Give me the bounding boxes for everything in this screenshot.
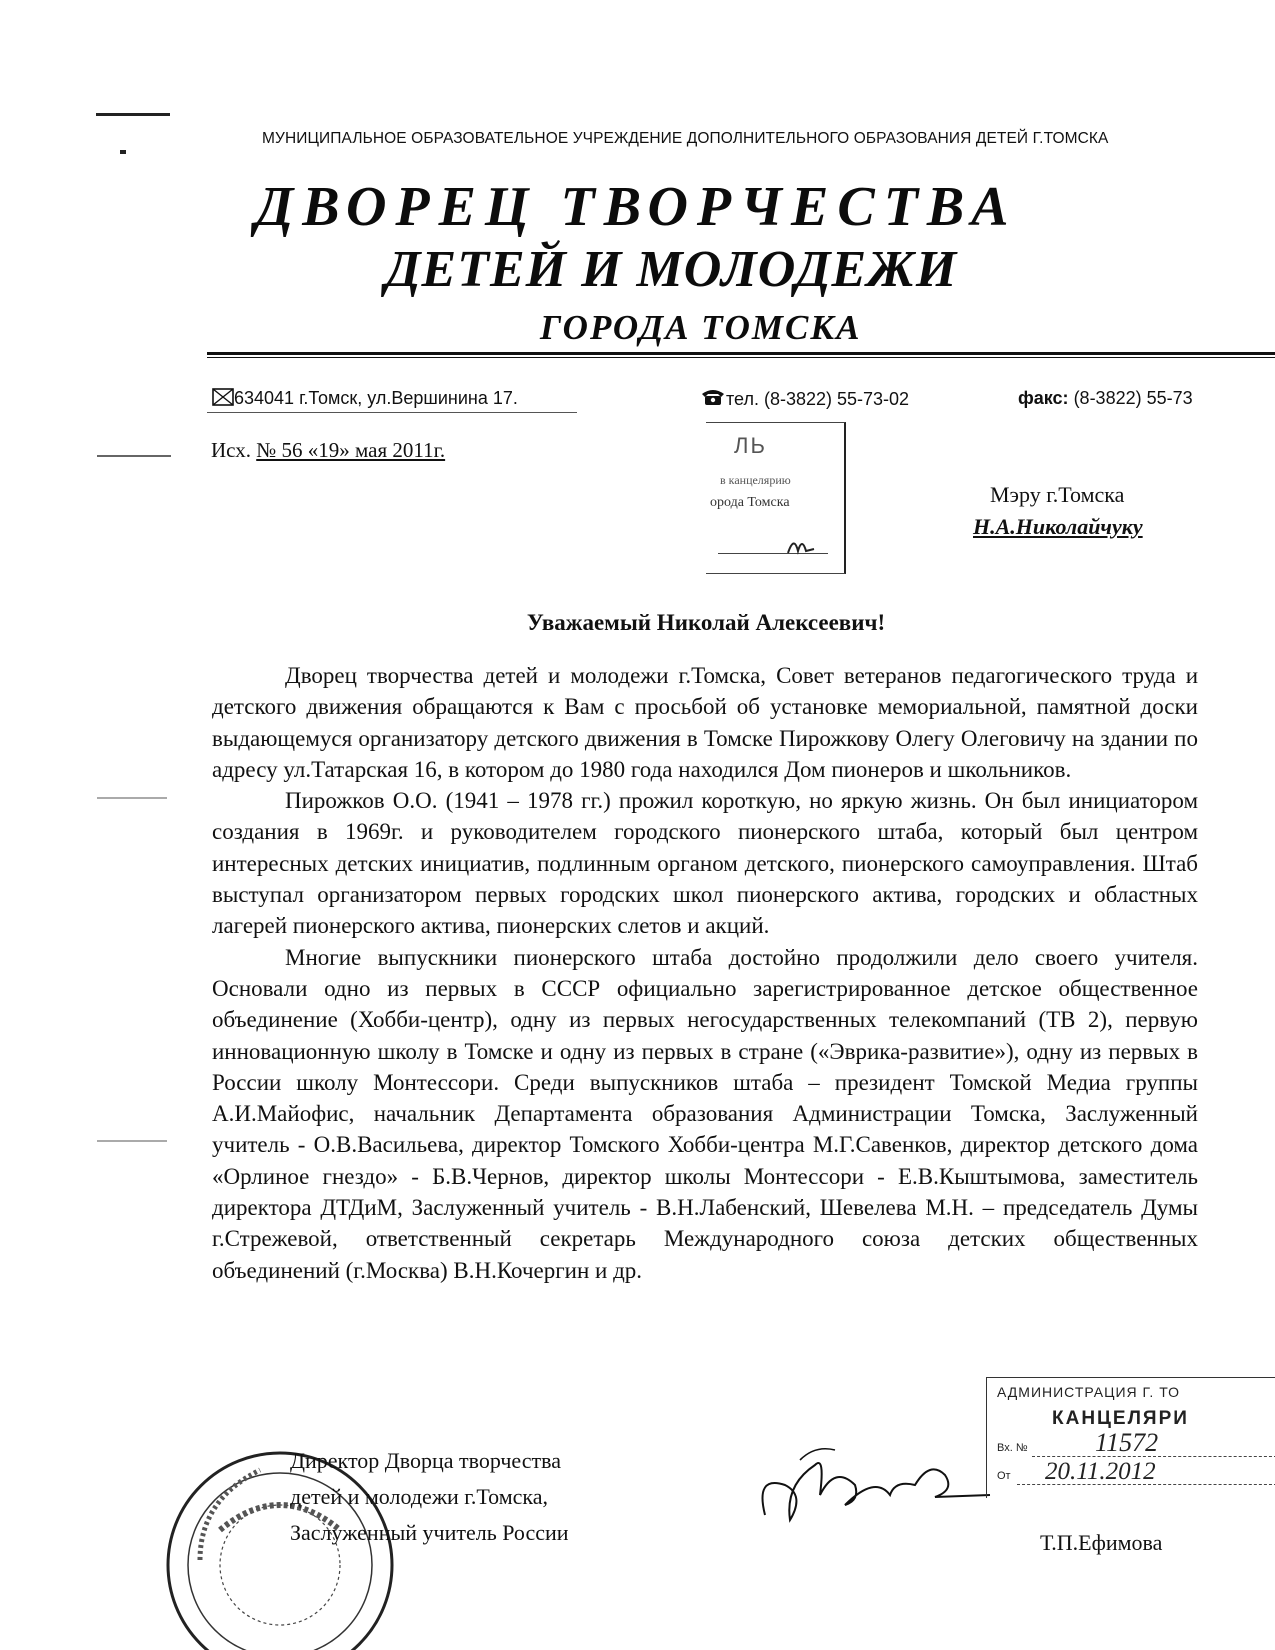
header-divider-thin — [207, 357, 1275, 358]
stamp-in-label: Вх. № — [997, 1442, 1028, 1454]
incoming-stamp — [706, 422, 846, 574]
stamp-date-label: От — [997, 1470, 1011, 1482]
margin-mark — [96, 113, 170, 116]
margin-mark — [97, 1140, 167, 1142]
telephone-icon — [700, 388, 726, 406]
header-divider — [207, 352, 1275, 355]
registration-stamp — [986, 1377, 1275, 1498]
stamp-scribble-icon — [784, 531, 824, 557]
signer-name: Т.П.Ефимова — [1040, 1530, 1163, 1555]
page-subtitle: ДЕТЕЙ И МОЛОДЕЖИ — [385, 241, 958, 298]
stamp-org: АДМИНИСТРАЦИЯ Г. ТО — [997, 1384, 1181, 1400]
salutation: Уважаемый Николай Алексеевич! — [526, 610, 886, 635]
letter-body — [212, 660, 1198, 1286]
body-paragraph: Многие выпускники пионерского штаба достойно продолжили дело своего учителя. Основали одно из первых в СССР официально зарегистрированное детское общественное объединение (Хобби-центр), одну из первых негосударственных телекомпаний (ТВ 2), первую инновационную школу в Томске и одну из первых в стране («Эврика-развитие»), одну из первых в России школу Монтессори. Среди выпускников штаба – президент Томской Медиа группы А.И.Майофис, начальник Департамента образования Администрации Томска, Заслуженный учитель - О.В.Васильева, директор Томского Хобби-центра М.Г.Савенков, директор детского дома «Орлиное гнездо» - Б.В.Чернов, директор школы Монтессори - Е.В.Кыштымова, заместитель директора ДТДиМ, Заслуженный учитель - В.Н.Лабенский, Шевелева М.Н. – председатель Думы г.Стрежевой, ответственный секретарь Международного союза детских общественных объединений (г.Москва) В.Н.Кочергин и др. — [212, 944, 1198, 1283]
stamp-date: 20.11.2012 — [1045, 1458, 1156, 1485]
addressee — [973, 482, 1143, 540]
body-paragraph: Дворец творчества детей и молодежи г.Томска, Совет ветеранов педагогического труда и детского движения обращаются к Вам с просьбой об установке мемориальной, памятной доски выдающемуся организатору детского движения в Томске Пирожкову Олегу Олеговичу на здании по адресу ул.Татарская 16, в котором до 1980 года находился Дом пионеров и школьников. — [212, 663, 1198, 782]
fax — [1018, 388, 1193, 409]
page-subtitle-city: ГОРОДА ТОМСКА — [540, 308, 862, 347]
margin-mark — [120, 150, 126, 154]
stamp-date-underline — [1017, 1484, 1275, 1485]
organization-line: МУНИЦИПАЛЬНОЕ ОБРАЗОВАТЕЛЬНОЕ УЧРЕЖДЕНИЕ ДОПОЛНИТЕЛЬНОГО ОБРАЗОВАНИЯ ДЕТЕЙ Г.ТОМСКА — [262, 130, 1109, 147]
signer-position: Заслуженный учитель России — [290, 1520, 569, 1545]
addressee-title: Мэру г.Томска — [990, 482, 1125, 507]
stamp-line: орода Томска — [710, 495, 790, 510]
signature-block — [290, 1443, 569, 1551]
stamp-mark: ЛЬ — [734, 433, 767, 458]
address — [212, 388, 518, 409]
envelope-icon — [212, 388, 234, 406]
margin-mark — [97, 455, 171, 457]
signer-position: детей и молодежи г.Томска, — [290, 1484, 549, 1509]
page-title: ДВОРЕЦ ТВОРЧЕСТВА — [255, 176, 1018, 238]
outgoing-number-value: № 56 «19» мая 2011г. — [256, 438, 446, 462]
phone-text: тел. (8-3822) 55-73-02 — [726, 389, 910, 409]
handwritten-signature-icon — [745, 1425, 995, 1535]
stamp-in-underline — [1032, 1456, 1275, 1457]
outgoing-prefix: Исх. — [211, 438, 251, 462]
outgoing-number — [211, 438, 445, 463]
body-paragraph: Пирожков О.О. (1941 – 1978 гг.) прожил короткую, но яркую жизнь. Он был инициатором создания в 1969г. и руководителем городского пионерского штаба, который был центром интересных детских инициатив, подлинным органом детского, пионерского самоуправления. Штаб выступал организатором первых городских школ пионерского актива, городских и областных лагерей пионерского актива, пионерских слетов и акций. — [212, 788, 1198, 939]
addressee-name: Н.А.Николайчуку — [973, 514, 1143, 539]
phone — [700, 388, 909, 410]
stamp-in-number: 11572 — [1095, 1428, 1159, 1457]
stamp-title: КАНЦЕЛЯРИ — [1052, 1408, 1189, 1429]
margin-mark — [97, 797, 167, 799]
signer-position: Директор Дворца творчества — [290, 1448, 561, 1473]
stamp-line: в канцелярию — [720, 473, 791, 487]
address-underline — [207, 412, 577, 413]
fax-text: (8-3822) 55-73 — [1073, 388, 1193, 408]
address-text: 634041 г.Томск, ул.Вершинина 17. — [234, 388, 518, 408]
fax-label: факс: — [1018, 388, 1069, 408]
